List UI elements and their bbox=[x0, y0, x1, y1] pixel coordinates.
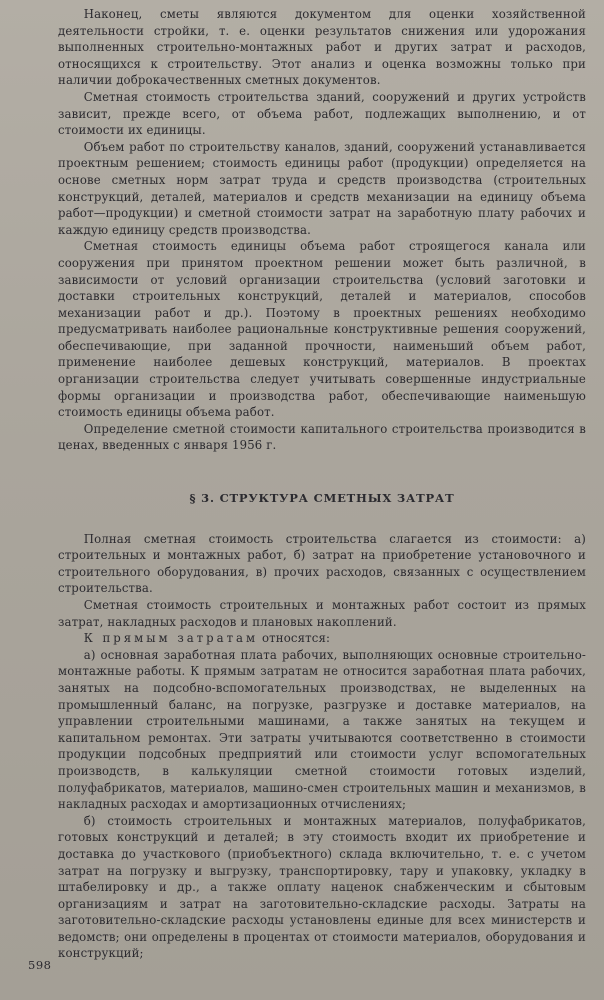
page-number: 598 bbox=[28, 958, 52, 972]
paragraph: Полная сметная стоимость строительства слагается из стоимости: а) строительных и монтажных работ, б) затрат на приобретение установочного и строительного оборудования, в) прочих расходов, связанных с осуществлением строительства. bbox=[58, 531, 586, 596]
paragraph: Определение сметной стоимости капитального строительства производится в ценах, введенных с января 1956 г. bbox=[58, 421, 586, 453]
section-gap bbox=[58, 454, 586, 490]
paragraph: Сметная стоимость единицы объема работ строящегося канала или сооружения при принятом проектном решении может быть различной, в зависимости от условий организации строительства (условий заготовки и доставки строительных конструкций, деталей и материалов, способов механизации работ и др.). Поэтому в проектных решениях необходимо предусматривать наиболее рациональные конструктивные решения сооружений, обеспечивающие, при заданной прочности, наименьший объем работ, применение наиболее дешевых конструкций, материалов. В проектах организации строительства следует учитывать совершенные индустриальные формы организации и производства работ, обеспечивающие наименьшую стоимость единицы объема работ. bbox=[58, 239, 586, 420]
section-heading: § 3. СТРУКТУРА СМЕТНЫХ ЗАТРАТ bbox=[189, 491, 455, 506]
paragraph: Наконец, сметы являются документом для оценки хозяйственной деятельности стройки, т. е. оценки результатов снижения или удорожания выполненных строительно-монтажных работ и других затрат и расходов, относящихся к строительству. Этот анализ и оценка возможны только при наличии доброкачественных сметных документов. bbox=[58, 7, 586, 88]
paragraph: Сметная стоимость строительных и монтажных работ состоит из прямых затрат, накладных расходов и плановых накоплений. bbox=[58, 598, 586, 629]
paragraph: Объем работ по строительству каналов, зданий, сооружений устанавливается проектным решением; стоимость единицы работ (продукции) определяется на основе сметных норм затрат труда и средств производства (строительных конструкций, деталей, материалов и средств механизации на единицу объема работ—продукции) и сметной стоимости затрат на заработную плату рабочих и каждую единицу средств производства. bbox=[58, 139, 586, 237]
paragraph: а) основная заработная плата рабочих, выполняющих основные строительно-монтажные работы. К прямым затратам не относится заработная плата рабочих, занятых на подсобно-вспомогательных производствах, не выделенных на промышленный баланс, на погрузке, разгрузке и доставке материалов, на управлении строительными машинами, а также занятых на текущем и капитальном ремонтах. Эти затраты учитываются соответственно в стоимости продукции подсобных предприятий или стоимости услуг вспомогательных производств, в калькуляции сметной стоимости готовых изделий, полуфабрикатов, материалов, машино-смен строительных машин и механизмов, в накладных расходах и амортизационных отчислениях; bbox=[58, 647, 586, 812]
direct-costs-intro bbox=[58, 630, 586, 647]
paragraph: Сметная стоимость строительства зданий, сооружений и других устройств зависит, прежде всего, от объема работ, подлежащих выполнению, и от стоимости их единицы. bbox=[58, 89, 586, 138]
spaced-emphasis: К прямым затратам bbox=[83, 631, 259, 646]
paragraph: б) стоимость строительных и монтажных материалов, полуфабрикатов, готовых конструкций и деталей; в эту стоимость входит их приобретение и доставка до участкового (приобъектного) склада включительно, т. е. с учетом затрат на погрузку и выгрузку, транспортировку, тару и упаковку, укладку в штабелировку и др., а также оплату наценок снабженческим и сбытовым организациям и затрат на заготовительно-складские расходы. Затраты на заготовительно-складские расходы установлены единые для всех министерств и ведомств; они определены в процентах от стоимости материалов, оборудования и конструкций; bbox=[58, 813, 586, 961]
page-text bbox=[58, 6, 586, 962]
intro-rest: относятся: bbox=[258, 631, 331, 646]
